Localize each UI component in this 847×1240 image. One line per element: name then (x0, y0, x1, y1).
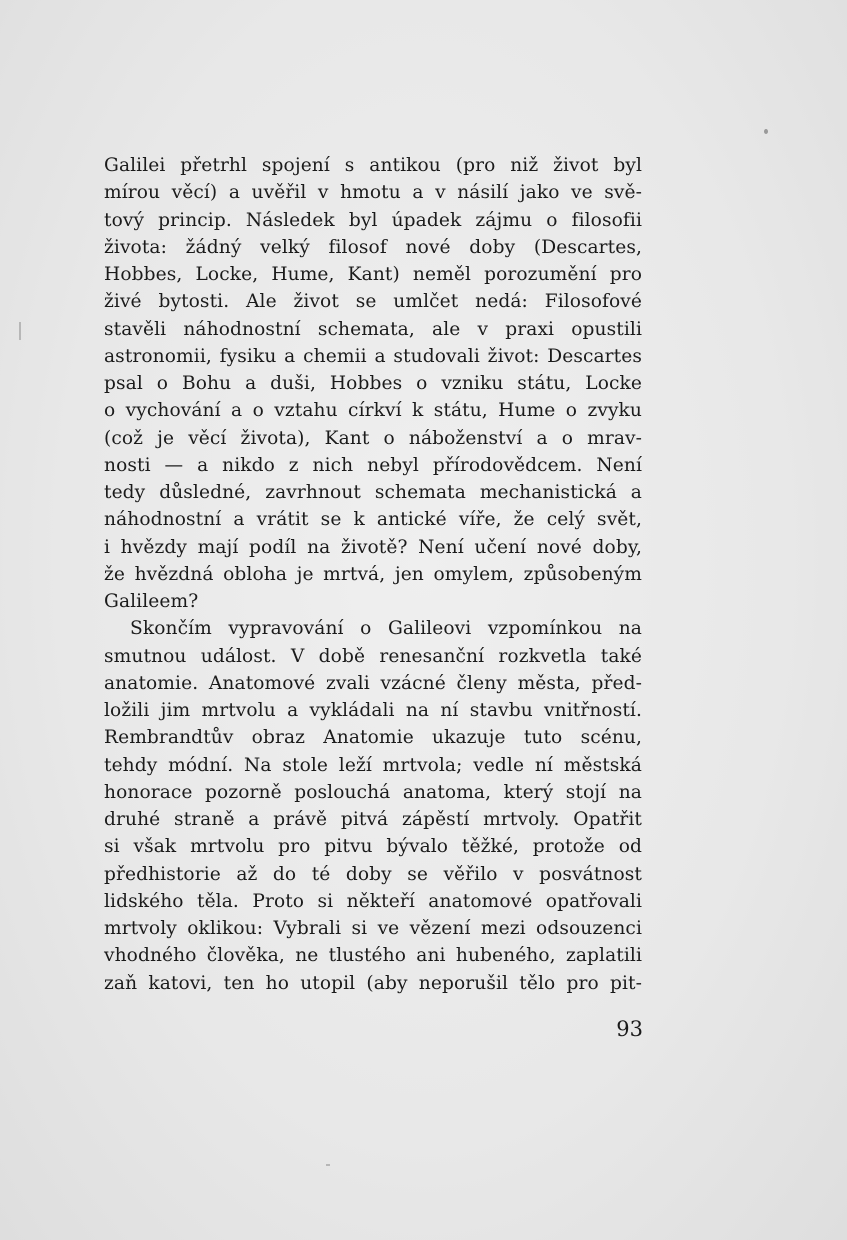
text-line: předhistorie až do té doby se věřilo v posvátnost (104, 863, 642, 885)
text-line: si však mrtvolu pro pitvu bývalo těžké, protože od (104, 836, 642, 858)
text-line: stavěli náhodnostní schemata, ale v praxi opustili (104, 318, 642, 340)
paper-speck (764, 129, 768, 134)
text-line: honorace pozorně poslouchá anatoma, který stojí na (104, 781, 642, 803)
text-line: druhé straně a právě pitvá zápěstí mrtvoly. Opatřit (104, 809, 642, 830)
text-line: života: žádný velký filosof nové doby (Descartes, (104, 236, 642, 258)
text-line: smutnou událost. V době renesanční rozkvetla také (104, 645, 642, 667)
page-number: 93 (616, 1017, 643, 1041)
text-line: ložili jim mrtvolu a vykládali na ní stavbu vnitřností. (104, 700, 642, 721)
text-line: tedy důsledné, zavrhnout schemata mechanistická a (104, 482, 642, 503)
body-text (104, 152, 642, 1024)
text-line: Hobbes, Locke, Hume, Kant) neměl porozumění pro (104, 264, 642, 285)
paper-mark (19, 322, 21, 340)
paper-mark (326, 1164, 330, 1166)
text-line: Galileem? (104, 591, 199, 612)
text-line: mírou věcí) a uvěřil v hmotu a v násilí jako ve svě- (104, 182, 642, 204)
text-line: Rembrandtův obraz Anatomie ukazuje tuto scénu, (104, 727, 642, 749)
text-line: i hvězdy mají podíl na životě? Není učení nové doby, (104, 536, 642, 558)
text-line: náhodnostní a vrátit se k antické víře, že celý svět, (104, 509, 642, 531)
text-line: zaň katovi, ten ho utopil (aby neporušil tělo pro pit- (104, 972, 642, 994)
text-line (104, 997, 642, 1024)
text-line: lidského těla. Proto si někteří anatomové opatřovali (104, 890, 642, 912)
text-line: psal o Bohu a duši, Hobbes o vzniku státu, Locke (104, 373, 642, 394)
text-line: Galilei přetrhl spojení s antikou (pro niž život byl (104, 155, 642, 176)
text-line: o vychování a o vztahu církví k státu, Hume o zvyku (104, 400, 642, 422)
text-line: astronomii, fysiku a chemii a studovali život: Descartes (104, 345, 642, 367)
text-line: tový princip. Následek byl úpadek zájmu o filosofii (104, 209, 642, 231)
text-line: anatomie. Anatomové zvali vzácné členy města, před- (104, 672, 642, 694)
text-line: mrtvoly oklikou: Vybrali si ve vězení mezi odsouzenci (104, 918, 642, 939)
text-line: tehdy módní. Na stole leží mrtvola; vedle ní městská (104, 754, 642, 776)
text-line: (což je věcí života), Kant o náboženství a o mrav- (104, 427, 642, 449)
text-line: vhodného člověka, ne tlustého ani hubeného, zaplatili (104, 945, 642, 967)
paragraph-1 (104, 152, 642, 615)
text-line: nosti — a nikdo z nich nebyl přírodovědcem. Není (104, 454, 642, 476)
text-line: živé bytosti. Ale život se umlčet nedá: Filosofové (104, 291, 642, 313)
text-line: Skončím vypravování o Galileovi vzpomínkou na (130, 618, 642, 640)
text-line: že hvězdná obloha je mrtvá, jen omylem, způsobeným (104, 563, 642, 585)
paragraph-2 (104, 615, 642, 1024)
